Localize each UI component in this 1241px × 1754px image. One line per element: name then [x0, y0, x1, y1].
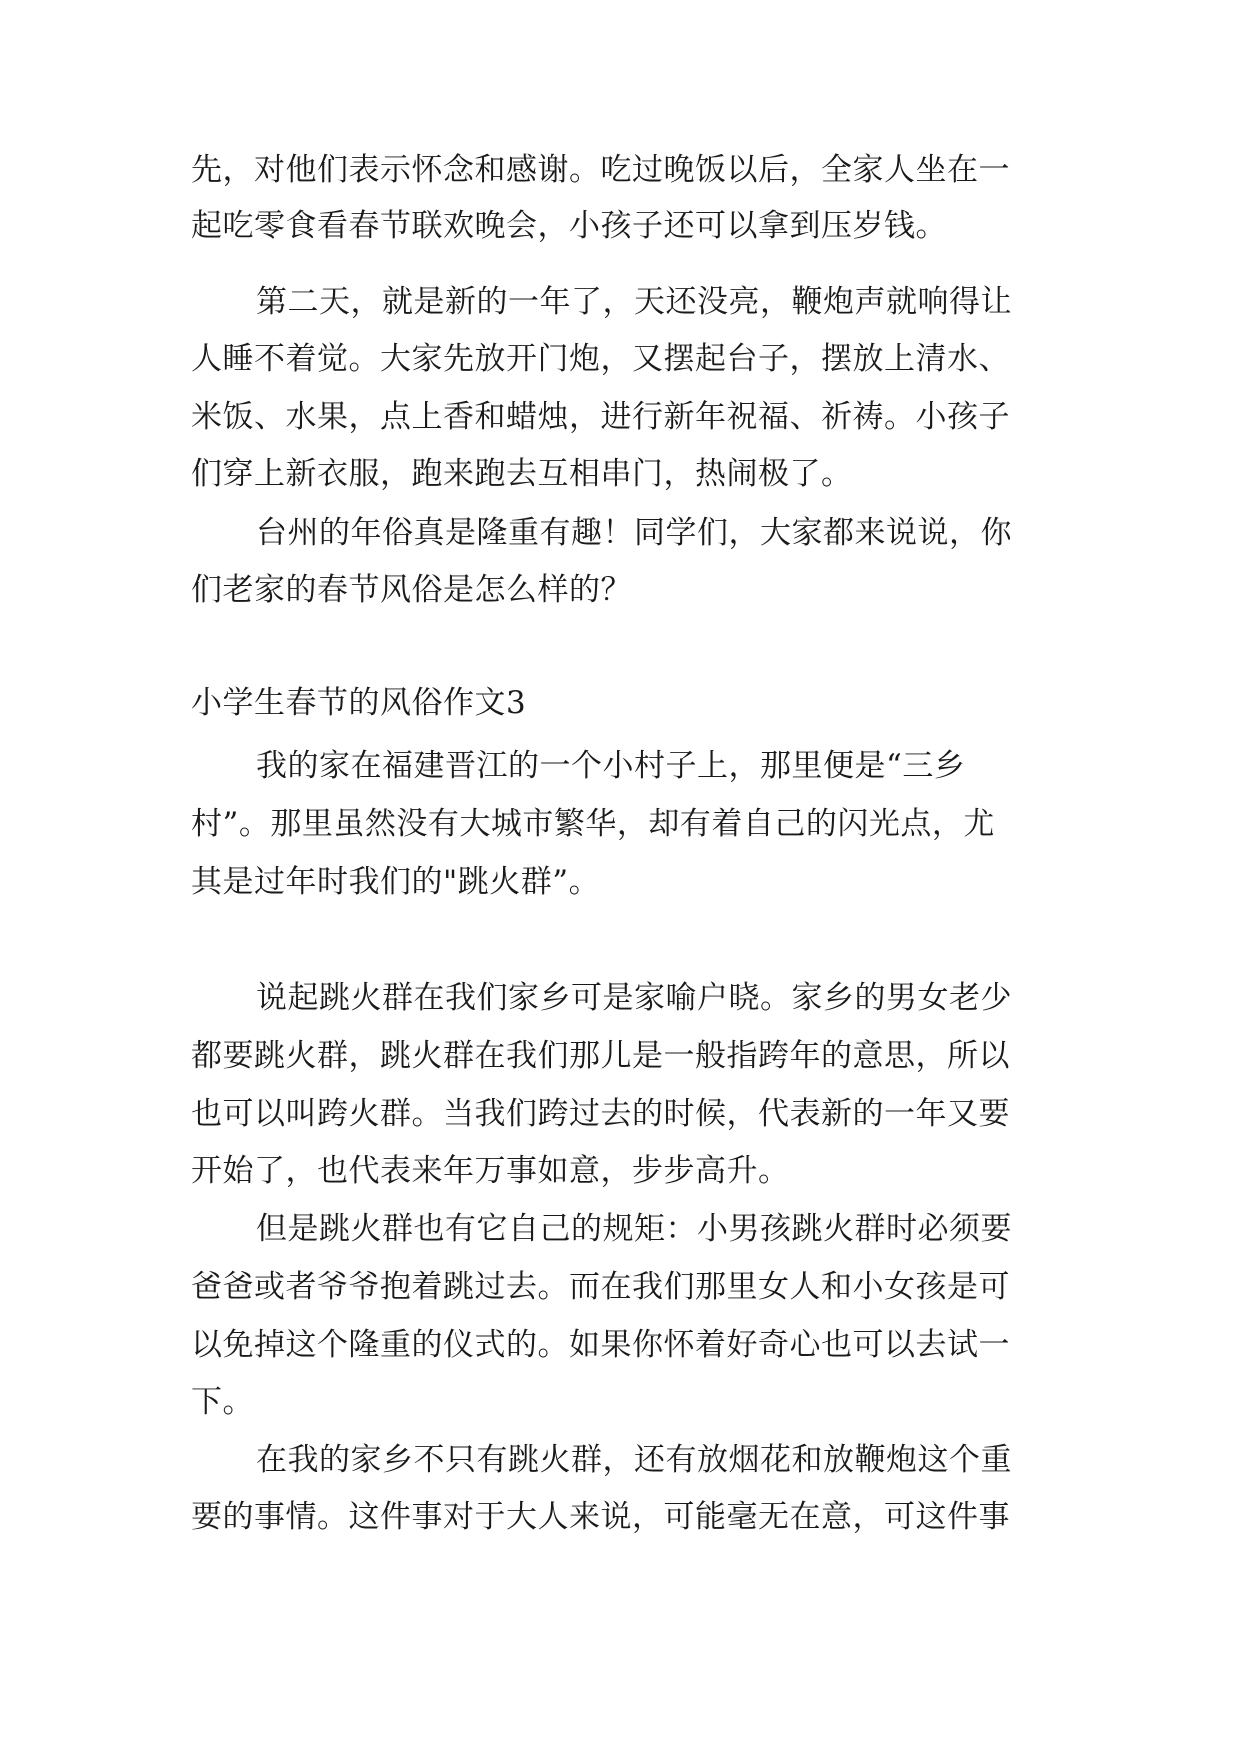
text-line: 起吃零食看春节联欢晚会，小孩子还可以拿到压岁钱。: [191, 208, 947, 244]
paragraph-first-line: 但是跳火群也有它自己的规矩：小男孩跳火群时必须要: [256, 1211, 1012, 1247]
paragraph-first-line: 我的家在福建晋江的一个小村子上，那里便是“三乡: [256, 748, 966, 784]
text-line: 也可以叫跨火群。当我们跨过去的时候，代表新的一年又要: [191, 1096, 1010, 1132]
paragraph-first-line: 说起跳火群在我们家乡可是家喻户晓。家乡的男女老少: [256, 980, 1012, 1016]
text-line: 村”。那里虽然没有大城市繁华，却有着自己的闪光点，尤: [191, 806, 995, 842]
paragraph-first-line: 第二天，就是新的一年了，天还没亮，鞭炮声就响得让: [256, 284, 1012, 320]
text-line: 要的事情。这件事对于大人来说，可能毫无在意，可这件事: [191, 1499, 1010, 1535]
text-line: 其是过年时我们的"跳火群”。: [191, 864, 601, 900]
paragraph-first-line: 在我的家乡不只有跳火群，还有放烟花和放鞭炮这个重: [256, 1442, 1012, 1478]
text-line: 都要跳火群，跳火群在我们那儿是一般指跨年的意思，所以: [191, 1038, 1010, 1074]
text-line: 们穿上新衣服，跑来跑去互相串门，热闹极了。: [191, 456, 853, 492]
text-line: 爸爸或者爷爷抱着跳过去。而在我们那里女人和小女孩是可: [191, 1269, 1010, 1305]
text-line: 以免掉这个隆重的仪式的。如果你怀着好奇心也可以去试一: [191, 1327, 1010, 1363]
text-line: 开始了，也代表来年万事如意，步步高升。: [191, 1153, 790, 1189]
text-line: 人睡不着觉。大家先放开门炮，又摆起台子，摆放上清水、: [191, 341, 1010, 377]
section-heading: 小学生春节的风俗作文3: [191, 685, 527, 721]
paragraph-first-line: 台州的年俗真是隆重有趣！同学们，大家都来说说，你: [256, 515, 1012, 551]
text-line: 米饭、水果，点上香和蜡烛，进行新年祝福、祈祷。小孩子: [191, 399, 1010, 435]
text-line: 先，对他们表示怀念和感谢。吃过晚饭以后，全家人坐在一: [191, 152, 1010, 188]
text-line: 们老家的春节风俗是怎么样的？: [191, 572, 632, 608]
text-line: 下。: [191, 1384, 254, 1420]
